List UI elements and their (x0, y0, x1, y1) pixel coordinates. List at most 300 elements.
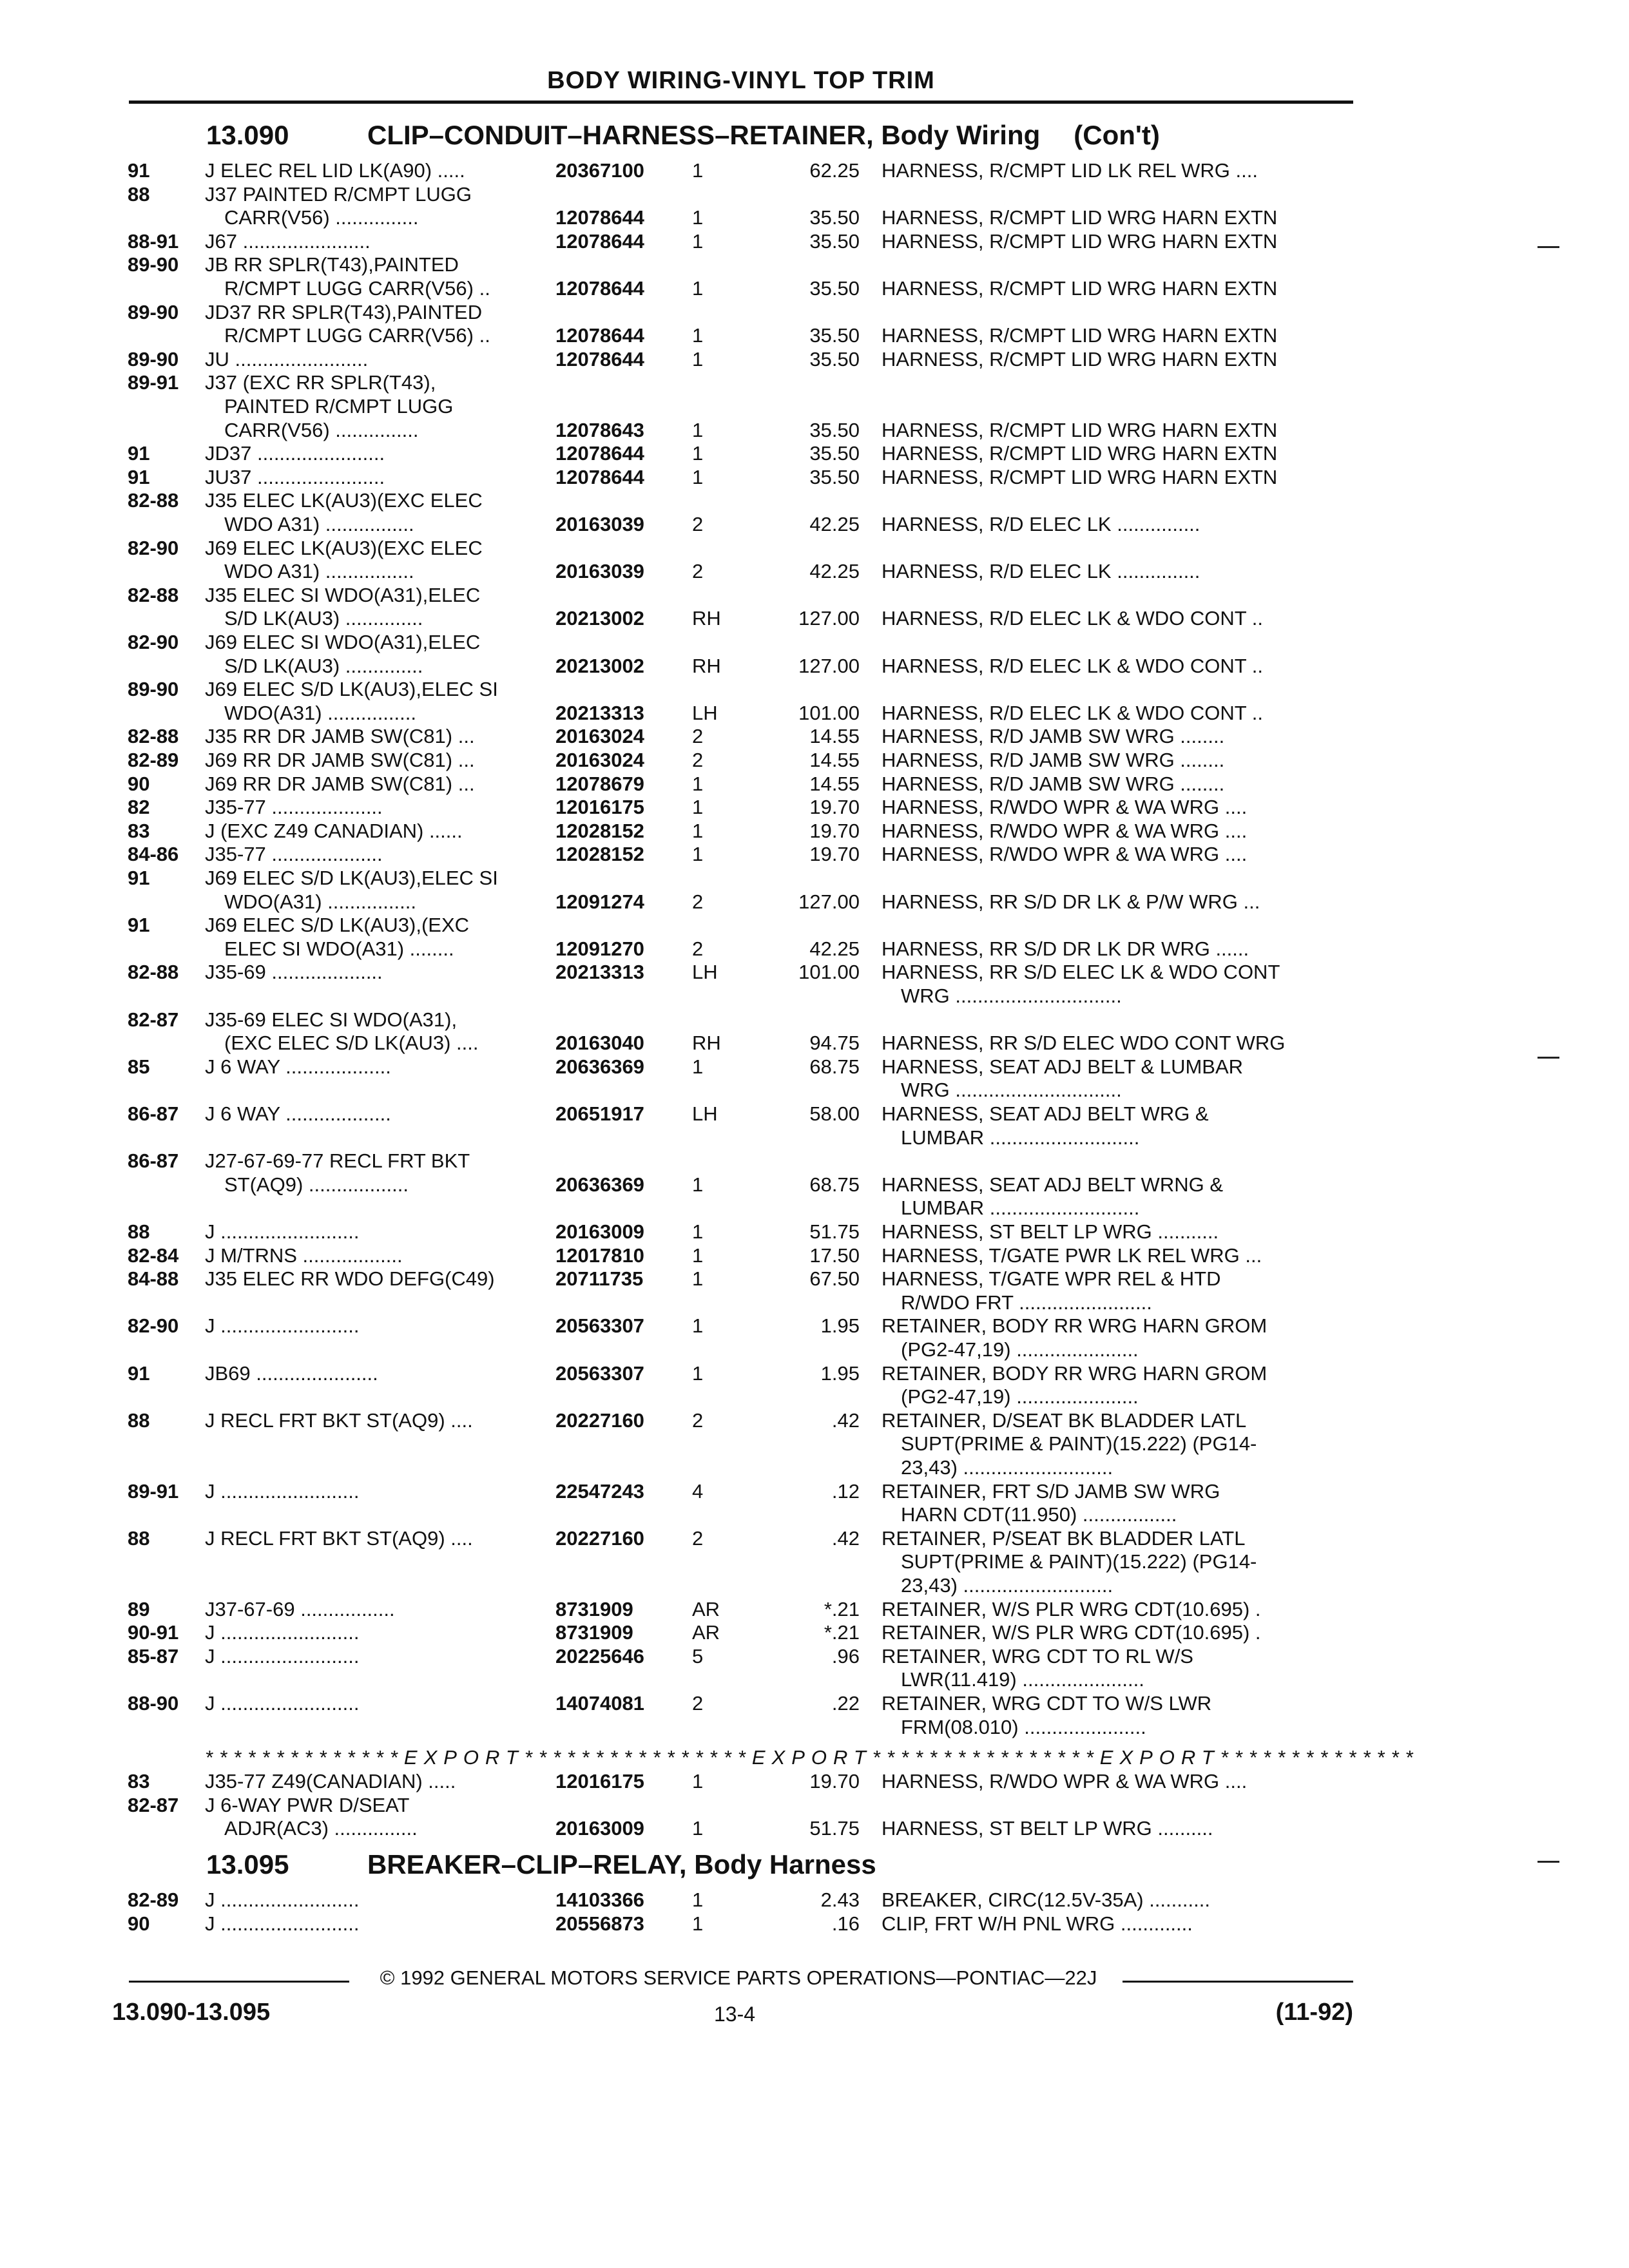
quantity: 1 (692, 1361, 704, 1385)
quantity: 1 (692, 843, 704, 866)
model-year: 82-87 (128, 1793, 179, 1816)
part-name: RETAINER, WRG CDT TO RL W/S (882, 1644, 1193, 1667)
part-name: HARNESS, ST BELT LP WRG ........... (882, 1220, 1219, 1243)
price: 35.50 (809, 324, 860, 347)
description: J ELEC REL LID LK(A90) ..... (205, 159, 465, 182)
description: ST(AQ9) .................. (224, 1173, 409, 1196)
part-name: RETAINER, D/SEAT BK BLADDER LATL (882, 1408, 1247, 1432)
quantity: 2 (692, 890, 704, 913)
export-stars: **************** (872, 1746, 1100, 1769)
model-year: 82-90 (128, 631, 179, 653)
quantity: AR (692, 1597, 720, 1620)
description: WDO A31) ................ (224, 560, 414, 583)
part-number: 12016175 (555, 796, 644, 819)
description: J69 ELEC S/D LK(AU3),(EXC (205, 914, 470, 937)
description: J35 RR DR JAMB SW(C81) ... (205, 725, 475, 748)
part-name: R/WDO FRT ........................ (901, 1291, 1152, 1314)
quantity: 2 (692, 1526, 704, 1550)
part-number: 20367100 (555, 159, 644, 182)
part-name: HARNESS, T/GATE PWR LK REL WRG ... (882, 1244, 1262, 1267)
price: .42 (831, 1408, 860, 1432)
price: 42.25 (809, 560, 860, 583)
description: ELEC SI WDO(A31) ........ (224, 937, 454, 960)
description: J ......................... (205, 1314, 360, 1338)
part-name: HARNESS, ST BELT LP WRG .......... (882, 1817, 1213, 1840)
part-number: 14074081 (555, 1692, 644, 1715)
margin-mark (1537, 246, 1559, 248)
part-name: HARNESS, R/D ELEC LK & WDO CONT .. (882, 701, 1263, 724)
description: J35-69 .................... (205, 961, 383, 984)
model-year: 91 (128, 867, 150, 889)
description: J35-77 .................... (205, 796, 383, 819)
price: *.21 (824, 1597, 860, 1620)
part-number: 20563307 (555, 1314, 644, 1338)
quantity: 1 (692, 1267, 704, 1291)
price: 35.50 (809, 465, 860, 488)
description: J ......................... (205, 1912, 360, 1935)
quantity: 1 (692, 772, 704, 795)
quantity: 2 (692, 749, 704, 771)
price: 127.00 (798, 890, 860, 913)
quantity: LH (692, 1102, 718, 1125)
model-year: 88 (128, 1526, 150, 1550)
description: J ......................... (205, 1888, 360, 1911)
part-number: 8731909 (555, 1597, 633, 1620)
part-name: HARNESS, R/WDO WPR & WA WRG .... (882, 843, 1248, 866)
part-number: 20213313 (555, 701, 644, 724)
part-name: RETAINER, BODY RR WRG HARN GROM (882, 1314, 1268, 1338)
quantity: 2 (692, 1408, 704, 1432)
quantity: 1 (692, 1770, 704, 1792)
part-name: HARNESS, R/D ELEC LK & WDO CONT .. (882, 607, 1263, 630)
part-number: 12016175 (555, 1770, 644, 1792)
description: WDO(A31) ................ (224, 890, 416, 913)
part-name: CLIP, FRT W/H PNL WRG ............. (882, 1912, 1193, 1935)
price: 42.25 (809, 513, 860, 535)
model-year: 82-90 (128, 536, 179, 559)
model-year: 82-89 (128, 749, 179, 771)
quantity: LH (692, 701, 718, 724)
quantity: 1 (692, 1173, 704, 1196)
footer-rule (129, 1981, 349, 1983)
description: J ......................... (205, 1479, 360, 1503)
model-year: 88-90 (128, 1692, 179, 1715)
quantity: 1 (692, 418, 704, 441)
price: 14.55 (809, 749, 860, 771)
description: WDO A31) ................ (224, 513, 414, 535)
price: 1.95 (820, 1361, 860, 1385)
price: .96 (831, 1644, 860, 1667)
part-number: 20163009 (555, 1817, 644, 1840)
margin-mark (1537, 1057, 1559, 1059)
part-name: LUMBAR ........................... (901, 1196, 1140, 1220)
quantity: 1 (692, 1817, 704, 1840)
model-year: 90 (128, 1912, 150, 1935)
model-year: 90 (128, 772, 150, 795)
model-year: 91 (128, 465, 150, 488)
part-name: SUPT(PRIME & PAINT)(15.222) (PG14- (901, 1550, 1257, 1573)
part-name: LWR(11.419) ...................... (901, 1668, 1144, 1691)
description: R/CMPT LUGG CARR(V56) .. (224, 324, 490, 347)
description: J35-69 ELEC SI WDO(A31), (205, 1008, 458, 1031)
description: JU37 ....................... (205, 465, 385, 488)
part-name: HARNESS, R/CMPT LID LK REL WRG .... (882, 159, 1258, 182)
price: .16 (831, 1912, 860, 1935)
model-year: 90-91 (128, 1621, 179, 1644)
description: J 6 WAY ................... (205, 1055, 391, 1078)
model-year: 89-91 (128, 1479, 179, 1503)
part-name: RETAINER, W/S PLR WRG CDT(10.695) . (882, 1597, 1261, 1620)
price: 35.50 (809, 418, 860, 441)
price: 42.25 (809, 937, 860, 960)
price: 19.70 (809, 843, 860, 866)
description: JB69 ...................... (205, 1361, 378, 1385)
price: 35.50 (809, 347, 860, 370)
part-number: 20163009 (555, 1220, 644, 1243)
part-name: 23,43) ........................... (901, 1456, 1113, 1479)
part-number: 12017810 (555, 1244, 644, 1267)
model-year: 83 (128, 1770, 150, 1792)
description: J ......................... (205, 1621, 360, 1644)
model-year: 83 (128, 819, 150, 842)
quantity: 1 (692, 347, 704, 370)
part-number: 20225646 (555, 1644, 644, 1667)
export-label: EXPORT (1099, 1746, 1220, 1769)
part-name: HARNESS, R/CMPT LID WRG HARN EXTN (882, 324, 1278, 347)
price: 35.50 (809, 442, 860, 465)
part-name: HARNESS, R/D JAMB SW WRG ........ (882, 772, 1225, 795)
price: 127.00 (798, 607, 860, 630)
part-number: 12078644 (555, 324, 644, 347)
quantity: 1 (692, 229, 704, 253)
export-stars: ************** (1220, 1746, 1420, 1769)
part-number: 20163039 (555, 513, 644, 535)
model-year: 84-86 (128, 843, 179, 866)
part-number: 14103366 (555, 1888, 644, 1911)
description: J35-77 Z49(CANADIAN) ..... (205, 1770, 456, 1792)
quantity: LH (692, 961, 718, 984)
model-year: 91 (128, 914, 150, 937)
description: J35 ELEC SI WDO(A31),ELEC (205, 583, 481, 606)
price: .12 (831, 1479, 860, 1503)
margin-mark (1537, 1861, 1559, 1863)
price: 17.50 (809, 1244, 860, 1267)
model-year: 82-88 (128, 583, 179, 606)
quantity: 1 (692, 324, 704, 347)
part-number: 12028152 (555, 819, 644, 842)
description: J35 ELEC LK(AU3)(EXC ELEC (205, 489, 483, 512)
price: 94.75 (809, 1032, 860, 1055)
description: J RECL FRT BKT ST(AQ9) .... (205, 1526, 473, 1550)
quantity: RH (692, 607, 721, 630)
quantity: AR (692, 1621, 720, 1644)
part-name: HARNESS, R/D JAMB SW WRG ........ (882, 749, 1225, 771)
description: J69 ELEC S/D LK(AU3),ELEC SI (205, 867, 498, 889)
quantity: 1 (692, 159, 704, 182)
price: 58.00 (809, 1102, 860, 1125)
part-name: HARNESS, R/D ELEC LK & WDO CONT .. (882, 654, 1263, 677)
part-name: HARNESS, T/GATE WPR REL & HTD (882, 1267, 1221, 1291)
model-year: 82-89 (128, 1888, 179, 1911)
description: J (EXC Z49 CANADIAN) ...... (205, 819, 463, 842)
model-year: 82-88 (128, 961, 179, 984)
part-number: 12078644 (555, 347, 644, 370)
part-number: 12078644 (555, 206, 644, 229)
quantity: 1 (692, 1314, 704, 1338)
part-number: 20711735 (555, 1267, 644, 1291)
model-year: 89-90 (128, 678, 179, 701)
quantity: RH (692, 1032, 721, 1055)
description: CARR(V56) ............... (224, 206, 419, 229)
quantity: 1 (692, 1244, 704, 1267)
quantity: 1 (692, 1888, 704, 1911)
part-name: HARNESS, R/CMPT LID WRG HARN EXTN (882, 465, 1278, 488)
quantity: 1 (692, 1055, 704, 1078)
part-name: HARNESS, RR S/D DR LK & P/W WRG ... (882, 890, 1260, 913)
part-name: HARNESS, R/CMPT LID WRG HARN EXTN (882, 229, 1278, 253)
price: 127.00 (798, 654, 860, 677)
model-year: 82-87 (128, 1008, 179, 1031)
model-year: 91 (128, 159, 150, 182)
footer-rule (1123, 1981, 1353, 1983)
model-year: 88 (128, 182, 150, 206)
description: JB RR SPLR(T43),PAINTED (205, 253, 459, 276)
quantity: 1 (692, 442, 704, 465)
part-name: HARNESS, R/CMPT LID WRG HARN EXTN (882, 442, 1278, 465)
price: *.21 (824, 1621, 860, 1644)
description: J69 RR DR JAMB SW(C81) ... (205, 749, 475, 771)
part-number: 20213002 (555, 607, 644, 630)
footer-section-range: 13.090-13.095 (112, 1999, 271, 2026)
part-number: 20213002 (555, 654, 644, 677)
price: 35.50 (809, 229, 860, 253)
quantity: RH (692, 654, 721, 677)
part-name: WRG .............................. (901, 1079, 1122, 1102)
part-name: BREAKER, CIRC(12.5V-35A) ........... (882, 1888, 1210, 1911)
description: J37 PAINTED R/CMPT LUGG (205, 182, 472, 206)
part-number: 12078644 (555, 442, 644, 465)
description: JU ........................ (205, 347, 369, 370)
part-number: 12028152 (555, 843, 644, 866)
description: J ......................... (205, 1692, 360, 1715)
model-year: 84-88 (128, 1267, 179, 1291)
part-name: HARNESS, RR S/D DR LK DR WRG ...... (882, 937, 1249, 960)
footer-copyright: © 1992 GENERAL MOTORS SERVICE PARTS OPERATIONS—PONTIAC—22J (380, 1966, 1097, 1989)
part-number: 20636369 (555, 1173, 644, 1196)
price: 19.70 (809, 1770, 860, 1792)
quantity: 4 (692, 1479, 704, 1503)
description: J ......................... (205, 1644, 360, 1667)
model-year: 89-90 (128, 300, 179, 323)
part-name: HARNESS, R/CMPT LID WRG HARN EXTN (882, 206, 1278, 229)
export-stars: **************** (524, 1746, 752, 1769)
part-name: HARNESS, R/WDO WPR & WA WRG .... (882, 1770, 1248, 1792)
part-name: HARNESS, R/D JAMB SW WRG ........ (882, 725, 1225, 748)
description: J M/TRNS .................. (205, 1244, 403, 1267)
description: WDO(A31) ................ (224, 701, 416, 724)
quantity: 2 (692, 513, 704, 535)
price: 51.75 (809, 1817, 860, 1840)
quantity: 2 (692, 937, 704, 960)
quantity: 1 (692, 819, 704, 842)
description: J35-77 .................... (205, 843, 383, 866)
page-title: BODY WIRING-VINYL TOP TRIM (547, 67, 935, 94)
description: J RECL FRT BKT ST(AQ9) .... (205, 1408, 473, 1432)
description: CARR(V56) ............... (224, 418, 419, 441)
description: J ......................... (205, 1220, 360, 1243)
price: 68.75 (809, 1055, 860, 1078)
price: 14.55 (809, 725, 860, 748)
quantity: 5 (692, 1644, 704, 1667)
part-name: HARNESS, R/D ELEC LK ............... (882, 560, 1200, 583)
model-year: 89 (128, 1597, 150, 1620)
part-name: RETAINER, WRG CDT TO W/S LWR (882, 1692, 1212, 1715)
part-number: 20651917 (555, 1102, 644, 1125)
part-number: 20227160 (555, 1526, 644, 1550)
model-year: 88 (128, 1220, 150, 1243)
description: JD37 RR SPLR(T43),PAINTED (205, 300, 483, 323)
quantity: 2 (692, 725, 704, 748)
description: PAINTED R/CMPT LUGG (224, 395, 454, 418)
quantity: 1 (692, 796, 704, 819)
price: 68.75 (809, 1173, 860, 1196)
price: 2.43 (820, 1888, 860, 1911)
part-name: (PG2-47,19) ...................... (901, 1338, 1139, 1361)
part-number: 20636369 (555, 1055, 644, 1078)
price: .42 (831, 1526, 860, 1550)
part-name: LUMBAR ........................... (901, 1126, 1140, 1149)
model-year: 88 (128, 1408, 150, 1432)
description: J37 (EXC RR SPLR(T43), (205, 371, 436, 394)
description: J69 ELEC S/D LK(AU3),ELEC SI (205, 678, 498, 701)
price: 14.55 (809, 772, 860, 795)
export-label: EXPORT (751, 1746, 872, 1769)
part-name: HARNESS, SEAT ADJ BELT & LUMBAR (882, 1055, 1244, 1078)
part-number: 12078643 (555, 418, 644, 441)
part-name: HARNESS, R/D ELEC LK ............... (882, 513, 1200, 535)
description: S/D LK(AU3) .............. (224, 607, 423, 630)
description: J 6-WAY PWR D/SEAT (205, 1793, 410, 1816)
description: (EXC ELEC S/D LK(AU3) .... (224, 1032, 479, 1055)
description: J67 ....................... (205, 229, 371, 253)
price: 101.00 (798, 701, 860, 724)
export-divider (205, 1745, 1420, 1771)
part-name: RETAINER, W/S PLR WRG CDT(10.695) . (882, 1621, 1261, 1644)
part-name: (PG2-47,19) ...................... (901, 1385, 1139, 1408)
quantity: 2 (692, 560, 704, 583)
footer-page-number: 13-4 (713, 2003, 756, 2026)
model-year: 82 (128, 796, 150, 819)
quantity: 1 (692, 277, 704, 300)
price: .22 (831, 1692, 860, 1715)
model-year: 91 (128, 442, 150, 465)
model-year: 86-87 (128, 1149, 179, 1173)
part-number: 20163040 (555, 1032, 644, 1055)
part-number: 12078644 (555, 277, 644, 300)
part-name: RETAINER, FRT S/D JAMB SW WRG (882, 1479, 1220, 1503)
part-name: HARNESS, R/CMPT LID WRG HARN EXTN (882, 347, 1278, 370)
description: J27-67-69-77 RECL FRT BKT (205, 1149, 470, 1173)
price: 51.75 (809, 1220, 860, 1243)
part-name: 23,43) ........................... (901, 1574, 1113, 1597)
part-number: 22547243 (555, 1479, 644, 1503)
part-number: 20213313 (555, 961, 644, 984)
description: J69 ELEC LK(AU3)(EXC ELEC (205, 536, 483, 559)
part-number: 12078679 (555, 772, 644, 795)
model-year: 86-87 (128, 1102, 179, 1125)
part-number: 20163024 (555, 725, 644, 748)
model-year: 91 (128, 1361, 150, 1385)
price: 1.95 (820, 1314, 860, 1338)
part-number: 20227160 (555, 1408, 644, 1432)
part-number: 20563307 (555, 1361, 644, 1385)
model-year: 82-88 (128, 725, 179, 748)
part-number: 20556873 (555, 1912, 644, 1935)
section-number: 13.090 (206, 120, 289, 150)
price: 35.50 (809, 277, 860, 300)
part-number: 20163039 (555, 560, 644, 583)
part-name: HARNESS, SEAT ADJ BELT WRNG & (882, 1173, 1223, 1196)
model-year: 82-84 (128, 1244, 179, 1267)
part-name: HARNESS, R/CMPT LID WRG HARN EXTN (882, 277, 1278, 300)
part-name: FRM(08.010) ...................... (901, 1715, 1146, 1738)
part-name: RETAINER, BODY RR WRG HARN GROM (882, 1361, 1268, 1385)
price: 62.25 (809, 159, 860, 182)
part-number: 12091270 (555, 937, 644, 960)
export-label: EXPORT (403, 1746, 525, 1769)
section-title: BREAKER–CLIP–RELAY, Body Harness (367, 1849, 876, 1879)
description: J 6 WAY ................... (205, 1102, 391, 1125)
part-name: HARNESS, R/CMPT LID WRG HARN EXTN (882, 418, 1278, 441)
part-name: HARNESS, RR S/D ELEC LK & WDO CONT (882, 961, 1280, 984)
part-name: SUPT(PRIME & PAINT)(15.222) (PG14- (901, 1432, 1257, 1456)
section-heading-13-095 (206, 1849, 876, 1880)
part-name: WRG .............................. (901, 985, 1122, 1007)
model-year: 82-88 (128, 489, 179, 512)
model-year: 85 (128, 1055, 150, 1078)
price: 67.50 (809, 1267, 860, 1291)
price: 35.50 (809, 206, 860, 229)
part-name: RETAINER, P/SEAT BK BLADDER LATL (882, 1526, 1246, 1550)
description: J69 ELEC SI WDO(A31),ELEC (205, 631, 481, 653)
part-name: HARNESS, R/WDO WPR & WA WRG .... (882, 796, 1248, 819)
part-name: HARNESS, RR S/D ELEC WDO CONT WRG (882, 1032, 1286, 1055)
description: S/D LK(AU3) .............. (224, 654, 423, 677)
part-number: 12091274 (555, 890, 644, 913)
description: J69 RR DR JAMB SW(C81) ... (205, 772, 475, 795)
model-year: 88-91 (128, 229, 179, 253)
description: ADJR(AC3) ............... (224, 1817, 418, 1840)
quantity: 1 (692, 1912, 704, 1935)
section-number: 13.095 (206, 1849, 289, 1879)
model-year: 89-90 (128, 253, 179, 276)
quantity: 1 (692, 206, 704, 229)
model-year: 82-90 (128, 1314, 179, 1338)
description: J35 ELEC RR WDO DEFG(C49) (205, 1267, 495, 1291)
section-heading-13-090 (206, 120, 1160, 151)
price: 101.00 (798, 961, 860, 984)
description: J37-67-69 ................. (205, 1597, 395, 1620)
description: JD37 ....................... (205, 442, 385, 465)
price: 19.70 (809, 819, 860, 842)
model-year: 85-87 (128, 1644, 179, 1667)
quantity: 2 (692, 1692, 704, 1715)
model-year: 89-91 (128, 371, 179, 394)
part-name: HARN CDT(11.950) ................. (901, 1503, 1177, 1526)
footer-date: (11-92) (1275, 1999, 1353, 2026)
model-year: 89-90 (128, 347, 179, 370)
header-rule (129, 101, 1353, 104)
